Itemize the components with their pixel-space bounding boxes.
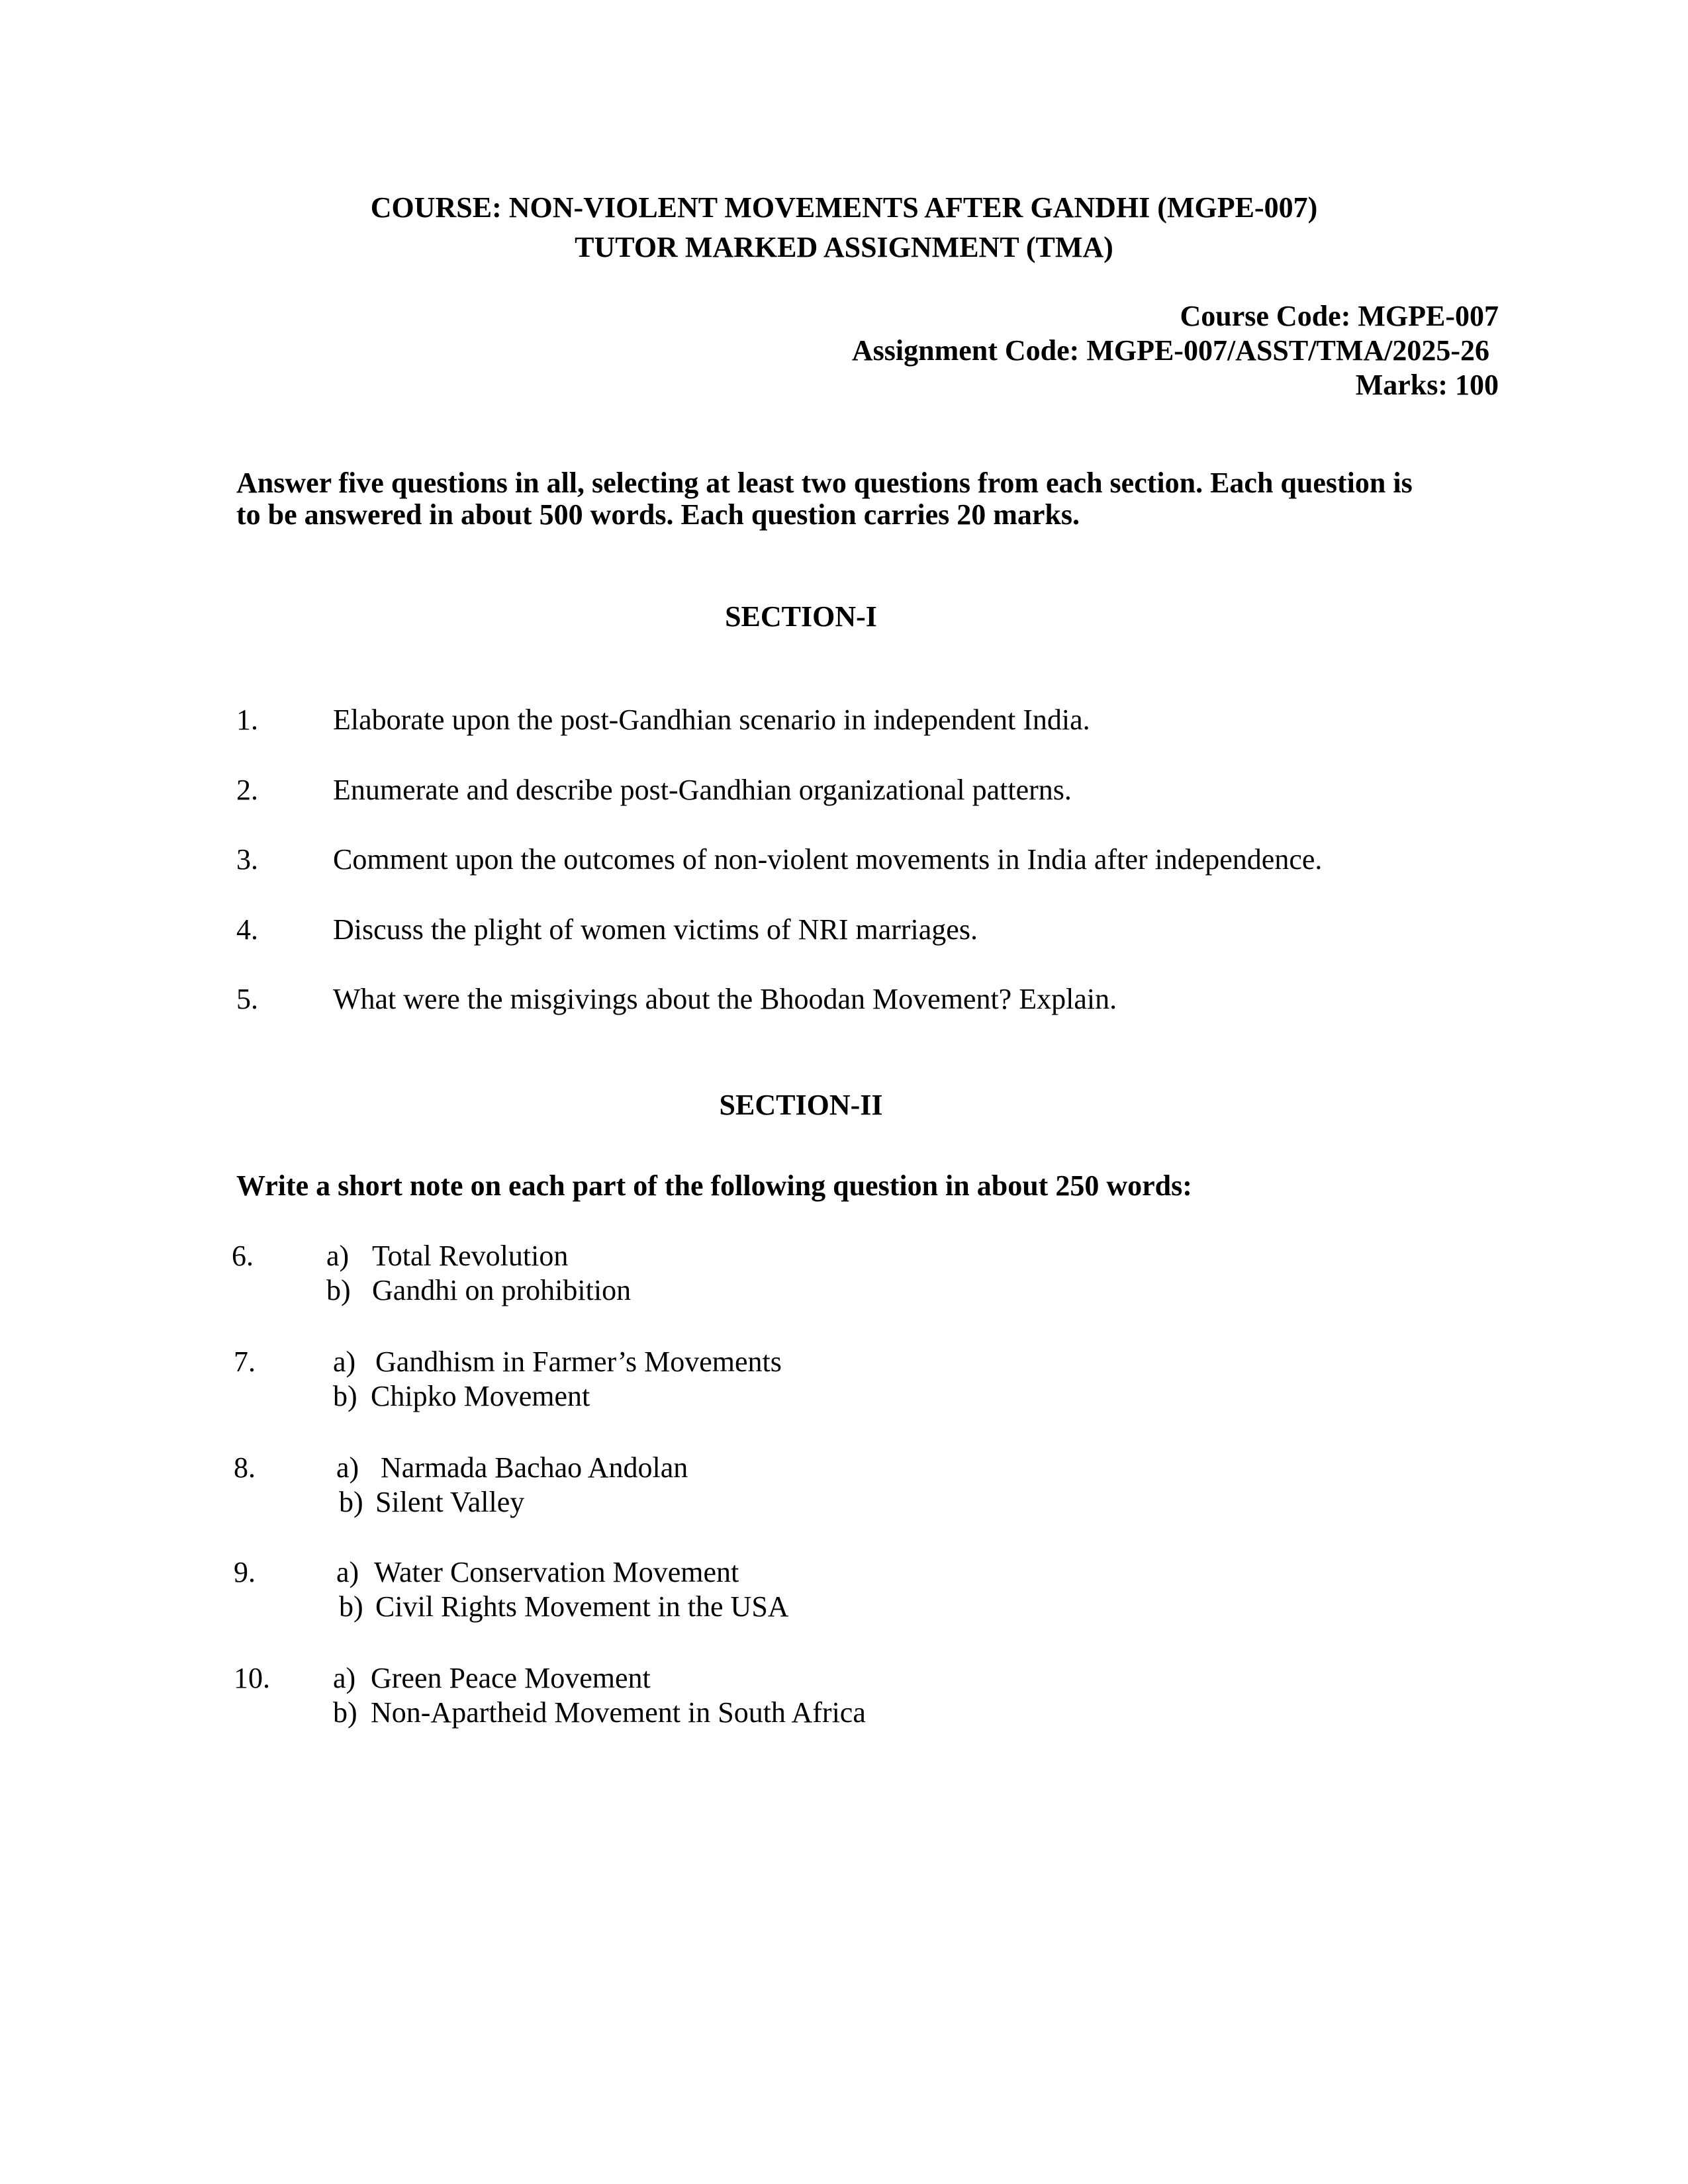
question-text: What were the misgivings about the Bhoodan Movement? Explain. (333, 983, 1117, 1015)
part-a-label: a) (336, 1451, 359, 1484)
question-number: 6. (232, 1240, 254, 1272)
question-text: Elaborate upon the post-Gandhian scenario in independent India. (333, 704, 1090, 736)
part-a-text: Gandhism in Farmer’s Movements (375, 1345, 782, 1378)
part-a-label: a) (326, 1240, 350, 1272)
part-b-label: b) (339, 1590, 363, 1623)
part-b-text: Gandhi on prohibition (372, 1274, 632, 1306)
part-a-text: Green Peace Movement (371, 1662, 651, 1694)
part-a-label: a) (333, 1345, 356, 1378)
general-instructions (236, 467, 1494, 531)
part-b-label: b) (333, 1696, 357, 1729)
part-a-text: Total Revolution (372, 1240, 569, 1272)
question-text: Comment upon the outcomes of non-violent movements in India after independence. (333, 843, 1323, 876)
section-2-instruction: Write a short note on each part of the following question in about 250 words: (236, 1169, 1192, 1202)
question-text: Enumerate and describe post-Gandhian organizational patterns. (333, 774, 1072, 806)
question-text: Discuss the plight of women victims of NRI marriages. (333, 913, 978, 946)
question-number: 4. (236, 913, 258, 946)
part-b-text: Silent Valley (375, 1486, 525, 1518)
assignment-title: TUTOR MARKED ASSIGNMENT (TMA) (575, 231, 1113, 263)
question-number: 8. (234, 1451, 256, 1484)
question-number: 2. (236, 774, 258, 806)
part-a-text: Water Conservation Movement (374, 1556, 739, 1588)
part-b-text: Chipko Movement (371, 1380, 590, 1412)
part-a-label: a) (336, 1556, 359, 1588)
part-b-text: Non-Apartheid Movement in South Africa (371, 1696, 866, 1729)
part-a-label: a) (333, 1662, 356, 1694)
marks: Marks: 100 (1355, 369, 1499, 401)
part-b-label: b) (339, 1486, 363, 1518)
question-number: 1. (236, 704, 258, 736)
section-2-heading: SECTION-II (719, 1089, 883, 1121)
question-number: 5. (236, 983, 258, 1015)
question-number: 10. (234, 1662, 270, 1694)
instructions-line-2: to be answered in about 500 words. Each question carries 20 marks. (236, 498, 1080, 531)
part-a-text: Narmada Bachao Andolan (381, 1451, 688, 1484)
part-b-label: b) (326, 1274, 351, 1306)
assignment-code: Assignment Code: MGPE-007/ASST/TMA/2025-26 (851, 334, 1489, 367)
course-code: Course Code: MGPE-007 (1180, 300, 1499, 332)
course-title: COURSE: NON-VIOLENT MOVEMENTS AFTER GANDHI (MGPE-007) (370, 191, 1318, 224)
question-number: 7. (234, 1345, 256, 1378)
part-b-text: Civil Rights Movement in the USA (375, 1590, 789, 1623)
part-b-label: b) (333, 1380, 357, 1412)
instructions-line-1: Answer five questions in all, selecting at least two questions from each section. Each question is (236, 467, 1413, 499)
question-number: 3. (236, 843, 258, 876)
question-number: 9. (234, 1556, 256, 1588)
section-1-heading: SECTION-I (725, 600, 877, 633)
